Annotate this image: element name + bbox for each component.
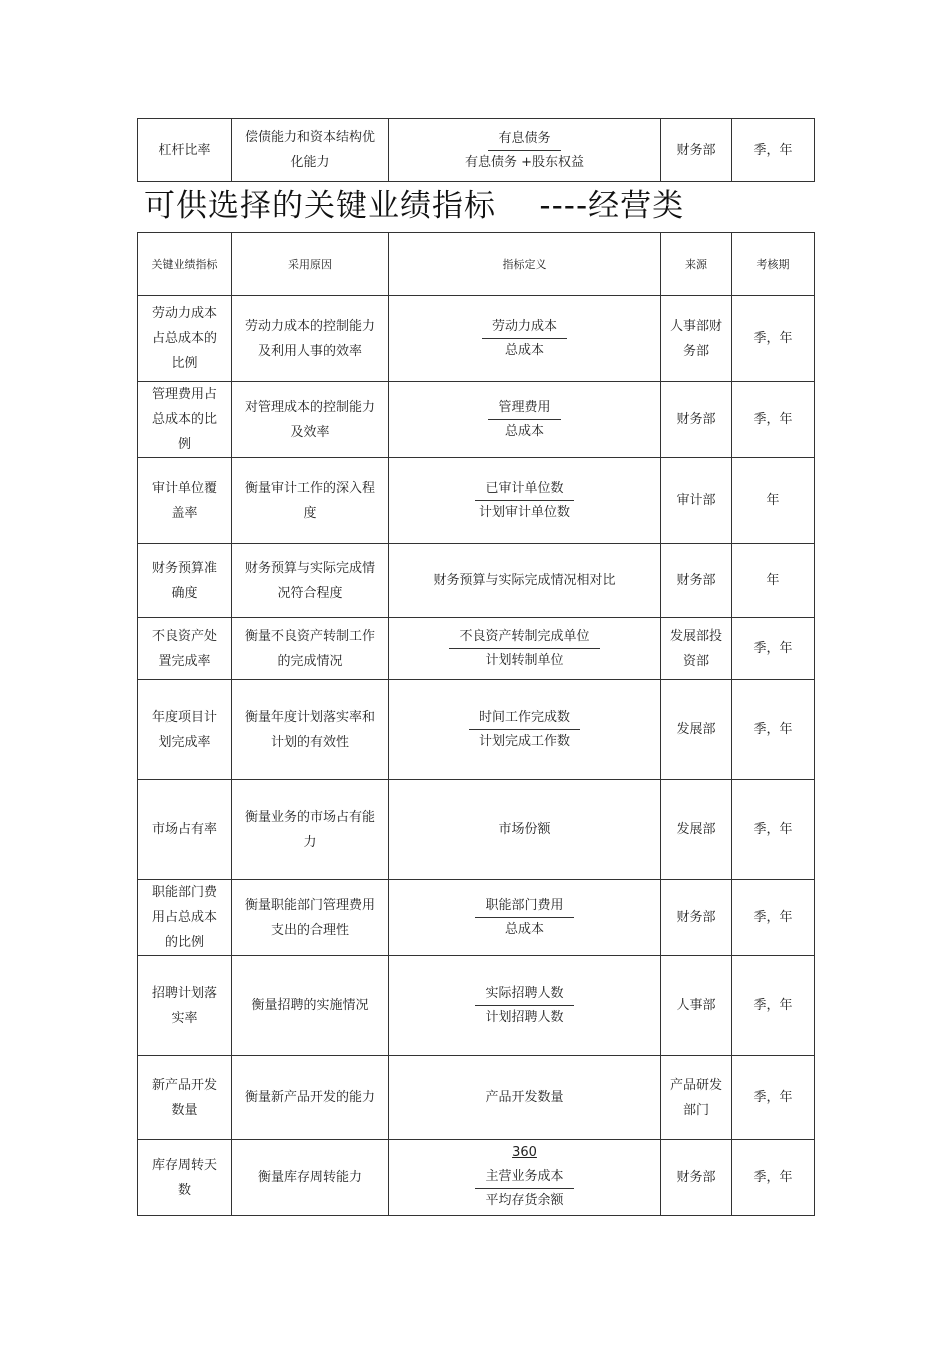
formula-denominator: 计划招聘人数 xyxy=(485,1010,564,1025)
header-period: 考核期 xyxy=(732,233,815,296)
indicator-cell: 不良资产处置完成率 xyxy=(138,618,232,680)
formula-numerator: 管理费用 xyxy=(488,397,560,420)
table-row xyxy=(138,1056,815,1140)
leverage-table xyxy=(137,118,815,182)
formula-numerator: 劳动力成本 xyxy=(482,316,567,339)
period-cell: 季，年 xyxy=(732,296,815,382)
formula-text: 产品开发数量 xyxy=(485,1090,564,1105)
definition-cell xyxy=(389,119,661,182)
source-cell: 发展部 xyxy=(661,680,732,780)
formula-numerator: 主营业务成本 xyxy=(475,1166,573,1189)
table-row xyxy=(138,618,815,680)
reason-cell: 衡量新产品开发的能力 xyxy=(232,1056,389,1140)
table-row xyxy=(138,680,815,780)
formula-numerator: 时间工作完成数 xyxy=(469,707,580,730)
reason-cell: 衡量招聘的实施情况 xyxy=(232,956,389,1056)
indicator-cell: 管理费用占总成本的比例 xyxy=(138,382,232,458)
table-row xyxy=(138,119,815,182)
reason-cell: 偿债能力和资本结构优化能力 xyxy=(232,119,389,182)
period-cell: 季，年 xyxy=(732,880,815,956)
section-title: 可供选择的关键业绩指标 ----经营类 xyxy=(144,188,685,224)
source-cell: 审计部 xyxy=(661,458,732,544)
kpi-table xyxy=(137,232,815,1216)
header-indicator: 关键业绩指标 xyxy=(138,233,232,296)
source-cell: 财务部 xyxy=(661,880,732,956)
indicator-cell: 职能部门费用占总成本的比例 xyxy=(138,880,232,956)
reason-cell: 衡量库存周转能力 xyxy=(232,1140,389,1216)
reason-cell: 衡量审计工作的深入程度 xyxy=(232,458,389,544)
reason-cell: 对管理成本的控制能力及效率 xyxy=(232,382,389,458)
indicator-cell: 市场占有率 xyxy=(138,780,232,880)
definition-cell xyxy=(389,296,661,382)
definition-cell xyxy=(389,680,661,780)
formula-denominator: 总成本 xyxy=(504,922,544,937)
indicator-cell: 杠杆比率 xyxy=(138,119,232,182)
definition-cell xyxy=(389,382,661,458)
indicator-cell: 新产品开发数量 xyxy=(138,1056,232,1140)
definition-cell xyxy=(389,780,661,880)
formula-denominator: 总成本 xyxy=(504,343,544,358)
table-row xyxy=(138,1140,815,1216)
period-cell: 季，年 xyxy=(732,680,815,780)
formula-denominator: 总成本 xyxy=(504,424,544,439)
reason-cell: 衡量不良资产转制工作的完成情况 xyxy=(232,618,389,680)
source-cell: 财务部 xyxy=(661,119,732,182)
reason-cell: 劳动力成本的控制能力及利用人事的效率 xyxy=(232,296,389,382)
period-cell: 季，年 xyxy=(732,119,815,182)
period-cell: 季，年 xyxy=(732,382,815,458)
definition-cell xyxy=(389,1056,661,1140)
period-cell: 季，年 xyxy=(732,1056,815,1140)
period-cell: 季，年 xyxy=(732,618,815,680)
definition-cell xyxy=(389,544,661,618)
reason-cell: 衡量业务的市场占有能力 xyxy=(232,780,389,880)
definition-cell xyxy=(389,618,661,680)
formula-denominator: 计划审计单位数 xyxy=(478,505,570,520)
header-source: 来源 xyxy=(661,233,732,296)
definition-cell xyxy=(389,458,661,544)
formula-numerator: 不良资产转制完成单位 xyxy=(449,626,599,649)
formula-numerator: 职能部门费用 xyxy=(475,895,573,918)
formula-constant-value: 360 xyxy=(512,1145,537,1160)
formula-denominator: 计划完成工作数 xyxy=(478,734,570,749)
indicator-cell: 招聘计划落实率 xyxy=(138,956,232,1056)
formula-denominator: 平均存货余额 xyxy=(485,1193,564,1208)
reason-cell: 衡量年度计划落实率和计划的有效性 xyxy=(232,680,389,780)
formula-denominator: 计划转制单位 xyxy=(485,653,564,668)
table-row xyxy=(138,880,815,956)
table-row xyxy=(138,780,815,880)
indicator-cell: 审计单位覆盖率 xyxy=(138,458,232,544)
source-cell: 财务部 xyxy=(661,544,732,618)
source-cell: 产品研发部门 xyxy=(661,1056,732,1140)
table-row xyxy=(138,296,815,382)
source-cell: 财务部 xyxy=(661,1140,732,1216)
formula-denominator: 有息债务 +股东权益 xyxy=(464,154,585,170)
table-header-row xyxy=(138,233,815,296)
indicator-cell: 劳动力成本占总成本的比例 xyxy=(138,296,232,382)
formula-numerator: 有息债务 xyxy=(488,128,560,151)
source-cell: 发展部 xyxy=(661,780,732,880)
period-cell: 年 xyxy=(732,458,815,544)
period-cell: 季，年 xyxy=(732,956,815,1056)
reason-cell: 衡量职能部门管理费用支出的合理性 xyxy=(232,880,389,956)
period-cell: 季，年 xyxy=(732,780,815,880)
source-cell: 人事部 xyxy=(661,956,732,1056)
formula-numerator: 实际招聘人数 xyxy=(475,983,573,1006)
definition-cell xyxy=(389,880,661,956)
indicator-cell: 库存周转天数 xyxy=(138,1140,232,1216)
formula-constant xyxy=(397,1142,652,1164)
definition-cell xyxy=(389,956,661,1056)
formula-text: 市场份额 xyxy=(498,822,551,837)
source-cell: 人事部财务部 xyxy=(661,296,732,382)
table-row xyxy=(138,956,815,1056)
table-row xyxy=(138,382,815,458)
formula-numerator: 已审计单位数 xyxy=(475,478,573,501)
table-row xyxy=(138,544,815,618)
formula-text: 财务预算与实际完成情况相对比 xyxy=(433,573,616,588)
header-definition: 指标定义 xyxy=(389,233,661,296)
reason-cell: 财务预算与实际完成情况符合程度 xyxy=(232,544,389,618)
source-cell: 发展部投资部 xyxy=(661,618,732,680)
period-cell: 年 xyxy=(732,544,815,618)
definition-cell xyxy=(389,1140,661,1216)
header-reason: 采用原因 xyxy=(232,233,389,296)
indicator-cell: 财务预算准确度 xyxy=(138,544,232,618)
source-cell: 财务部 xyxy=(661,382,732,458)
indicator-cell: 年度项目计划完成率 xyxy=(138,680,232,780)
period-cell: 季，年 xyxy=(732,1140,815,1216)
table-row xyxy=(138,458,815,544)
